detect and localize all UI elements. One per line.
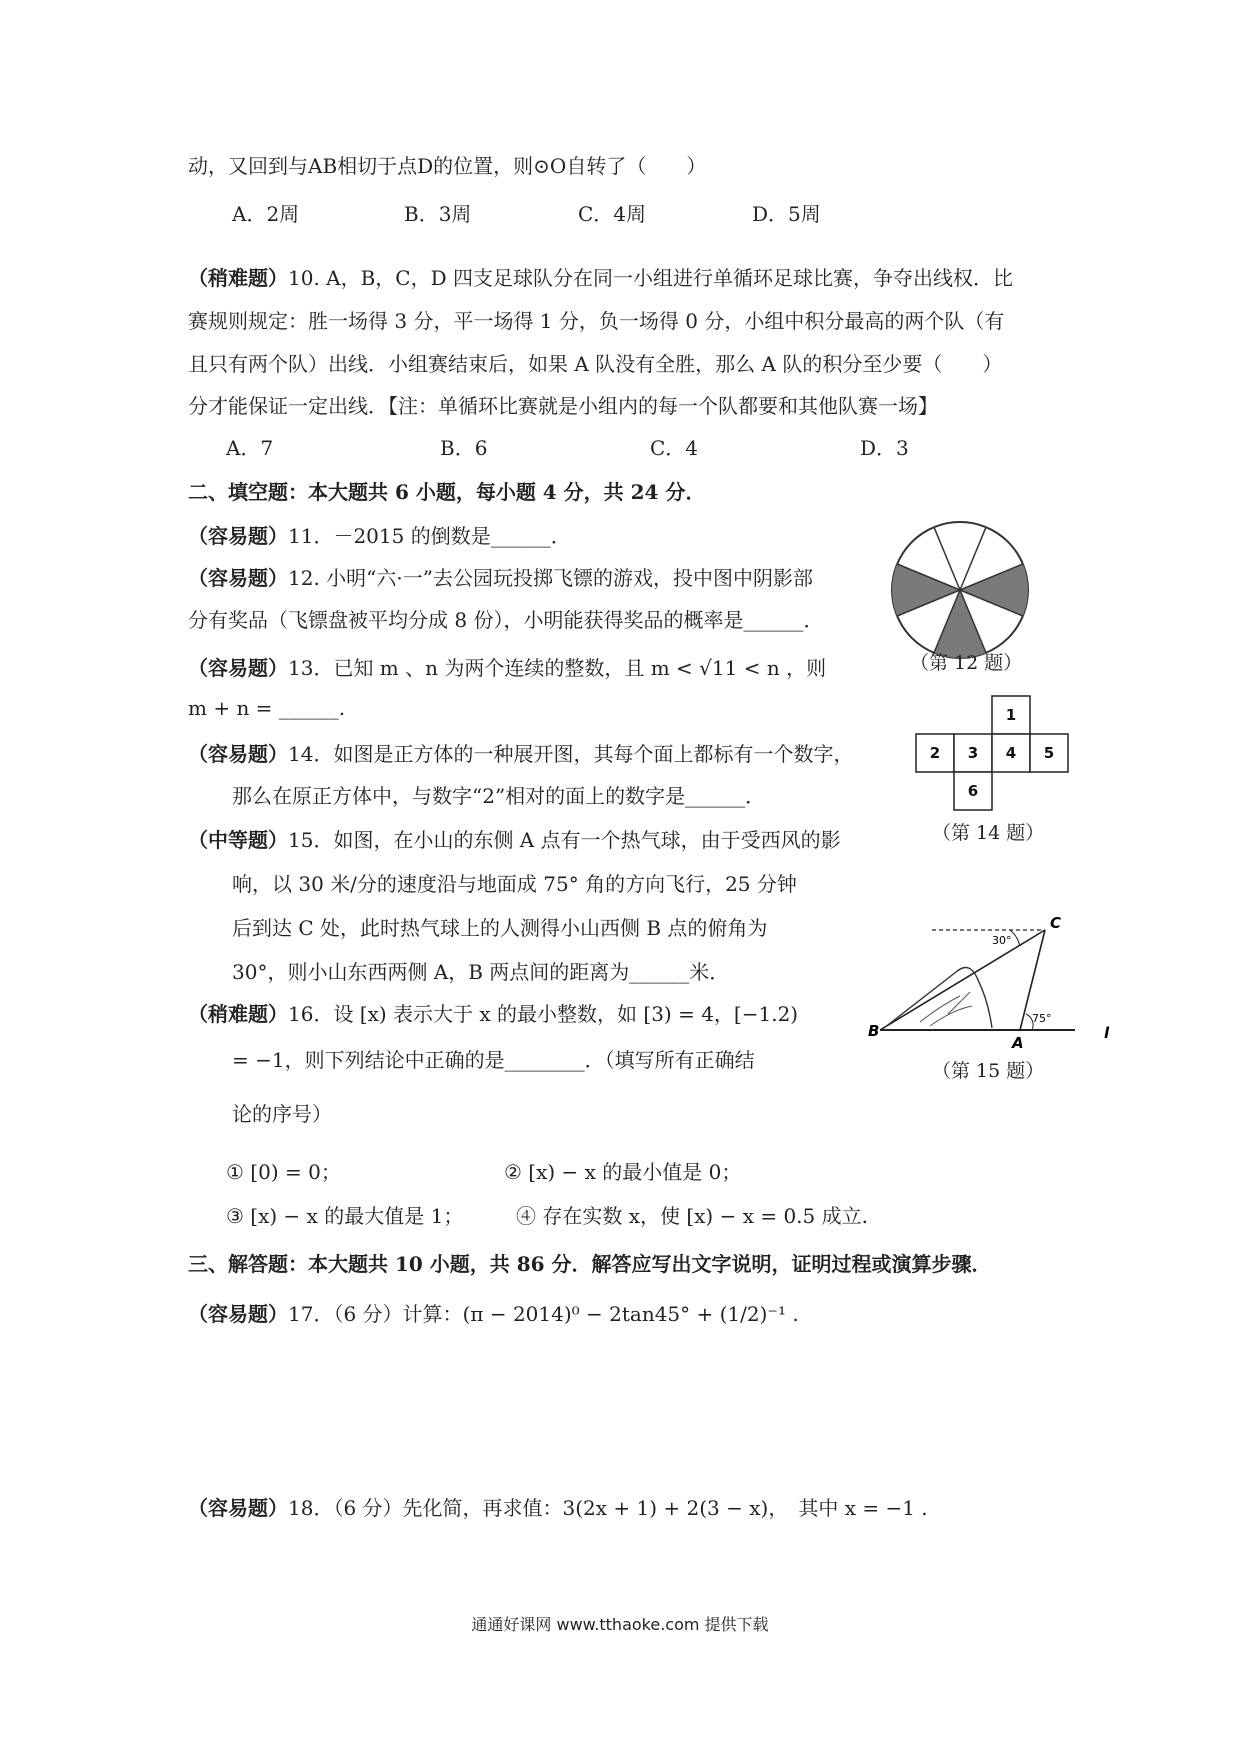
q16-tag: （稍难题） bbox=[188, 1002, 288, 1026]
q16-line-1: （稍难题）16．设 [x) 表示大于 x 的最小整数，如 [3) = 4，[−1.2) bbox=[188, 1002, 799, 1026]
q11: （容易题）11．－2015 的倒数是______． bbox=[188, 524, 571, 548]
mountain-hatching bbox=[920, 992, 972, 1026]
q9-option-d: D．5周 bbox=[752, 202, 821, 226]
q16-item-1: ① [0) = 0； bbox=[226, 1160, 341, 1184]
q9-option-c: C．4周 bbox=[578, 202, 647, 226]
q10-line-3: 且只有两个队）出线．小组赛结束后，如果 A 队没有全胜，那么 A 队的积分至少要（ ） bbox=[188, 352, 1003, 376]
q13-line-1: （容易题）13．已知 m 、n 为两个连续的整数，且 m < √11 < n ，则 bbox=[188, 656, 827, 680]
q18-tag: （容易题） bbox=[188, 1496, 288, 1520]
q12-line-1: （容易题）12. 小明“六·一”去公园玩投掷飞镖的游戏，投中图中阴影部 bbox=[188, 566, 813, 590]
q14-caption: （第 14 题） bbox=[932, 822, 1045, 844]
q15-line-1: （中等题）15．如图，在小山的东侧 A 点有一个热气球，由于受西风的影 bbox=[188, 828, 841, 852]
q10-tag: （稍难题） bbox=[188, 266, 288, 290]
q13-line-2: m + n = ______. bbox=[188, 696, 346, 720]
q15-line-4: 30°，则小山东西两侧 A，B 两点间的距离为______米． bbox=[232, 960, 730, 984]
q17-expression: (π − 2014)⁰ − 2tan45° + (1/2)⁻¹ . bbox=[462, 1302, 799, 1326]
q14-line-2: 那么在原正方体中，与数字“2”相对的面上的数字是______． bbox=[232, 784, 766, 808]
q15-caption: （第 15 题） bbox=[932, 1060, 1045, 1082]
section-3-heading: 三、解答题：本大题共 10 小题，共 86 分．解答应写出文字说明，证明过程或演算步骤． bbox=[188, 1252, 992, 1276]
q9-text: 动，又回到与AB相切于点D的位置，则⊙O自转了（ ） bbox=[188, 154, 707, 178]
section-2-heading: 二、填空题：本大题共 6 小题，每小题 4 分，共 24 分． bbox=[188, 480, 706, 504]
q16-line-2: = −1，则下列结论中正确的是________．（填写所有正确结 bbox=[232, 1048, 755, 1072]
label-angle-75: 75° bbox=[1032, 1012, 1052, 1025]
label-angle-30: 30° bbox=[992, 934, 1012, 947]
q15-tag: （中等题） bbox=[188, 828, 288, 852]
mountain-outline bbox=[884, 968, 992, 1029]
q10-line-4: 分才能保证一定出线．【注：单循环比赛就是小组内的每一个队都要和其他队赛一场】 bbox=[188, 394, 938, 418]
q16-line-3: 论的序号） bbox=[232, 1102, 332, 1126]
q16-item-4: ④ 存在实数 x，使 [x) − x = 0.5 成立. bbox=[516, 1204, 868, 1228]
cube-face-3-number: 3 bbox=[967, 744, 979, 762]
page-footer: 通通好课网 www.tthaoke.com 提供下载 bbox=[471, 1615, 769, 1634]
q15-line-3: 后到达 C 处，此时热气球上的人测得小山西侧 B 点的俯角为 bbox=[232, 916, 768, 940]
cube-face-6-number: 6 bbox=[967, 782, 979, 800]
q9-option-a: A．2周 bbox=[232, 202, 300, 226]
balloon-figure bbox=[860, 910, 1120, 1060]
q12-caption: （第 12 题） bbox=[910, 652, 1023, 674]
q12-tag: （容易题） bbox=[188, 566, 288, 590]
label-a: A bbox=[1012, 1034, 1024, 1052]
q10-option-d: D．3 bbox=[860, 436, 909, 460]
q16-item-2: ② [x) − x 的最小值是 0； bbox=[504, 1160, 742, 1184]
cube-face-1-number: 1 bbox=[1005, 706, 1017, 724]
q10-line-1: （稍难题）10. A，B，C，D 四支足球队分在同一小组进行单循环足球比赛，争夺出线权．比 bbox=[188, 266, 1013, 290]
cube-face-4-number: 4 bbox=[1005, 744, 1017, 762]
q10-option-a: A．7 bbox=[226, 436, 274, 460]
q12-line-2: 分有奖品（飞镖盘被平均分成 8 份），小明能获得奖品的概率是______． bbox=[188, 608, 824, 632]
q10-line-2: 赛规则规定：胜一场得 3 分，平一场得 1 分，负一场得 0 分，小组中积分最高的两个队（有 bbox=[188, 309, 1005, 333]
q15-line-2: 响，以 30 米/分的速度沿与地面成 75° 角的方向飞行，25 分钟 bbox=[232, 872, 797, 896]
q14-tag: （容易题） bbox=[188, 742, 288, 766]
q17-tag: （容易题） bbox=[188, 1302, 288, 1326]
q9-option-b: B．3周 bbox=[404, 202, 472, 226]
cube-net-figure bbox=[910, 694, 1070, 812]
cube-face-5-number: 5 bbox=[1043, 744, 1055, 762]
label-c: C bbox=[1050, 914, 1062, 932]
q17: （容易题）17．（6 分）计算：(π − 2014)⁰ − 2tan45° + (1/2)⁻¹ . bbox=[188, 1302, 799, 1326]
dartboard-figure bbox=[890, 520, 1030, 660]
label-b: B bbox=[868, 1022, 880, 1040]
q10-option-b: B．6 bbox=[440, 436, 488, 460]
q10-option-c: C．4 bbox=[650, 436, 699, 460]
q11-tag: （容易题） bbox=[188, 524, 288, 548]
cube-face-2-number: 2 bbox=[929, 744, 941, 762]
q18: （容易题）18．（6 分）先化简，再求值：3(2x + 1) + 2(3 − x)， 其中 x = −1 . bbox=[188, 1496, 928, 1520]
label-l: l bbox=[1104, 1024, 1110, 1042]
angle-30-arc bbox=[1010, 930, 1020, 946]
q13-tag: （容易题） bbox=[188, 656, 288, 680]
q14-line-1: （容易题）14．如图是正方体的一种展开图，其每个面上都标有一个数字， bbox=[188, 742, 854, 766]
q16-item-3: ③ [x) − x 的最大值是 1； bbox=[226, 1204, 464, 1228]
